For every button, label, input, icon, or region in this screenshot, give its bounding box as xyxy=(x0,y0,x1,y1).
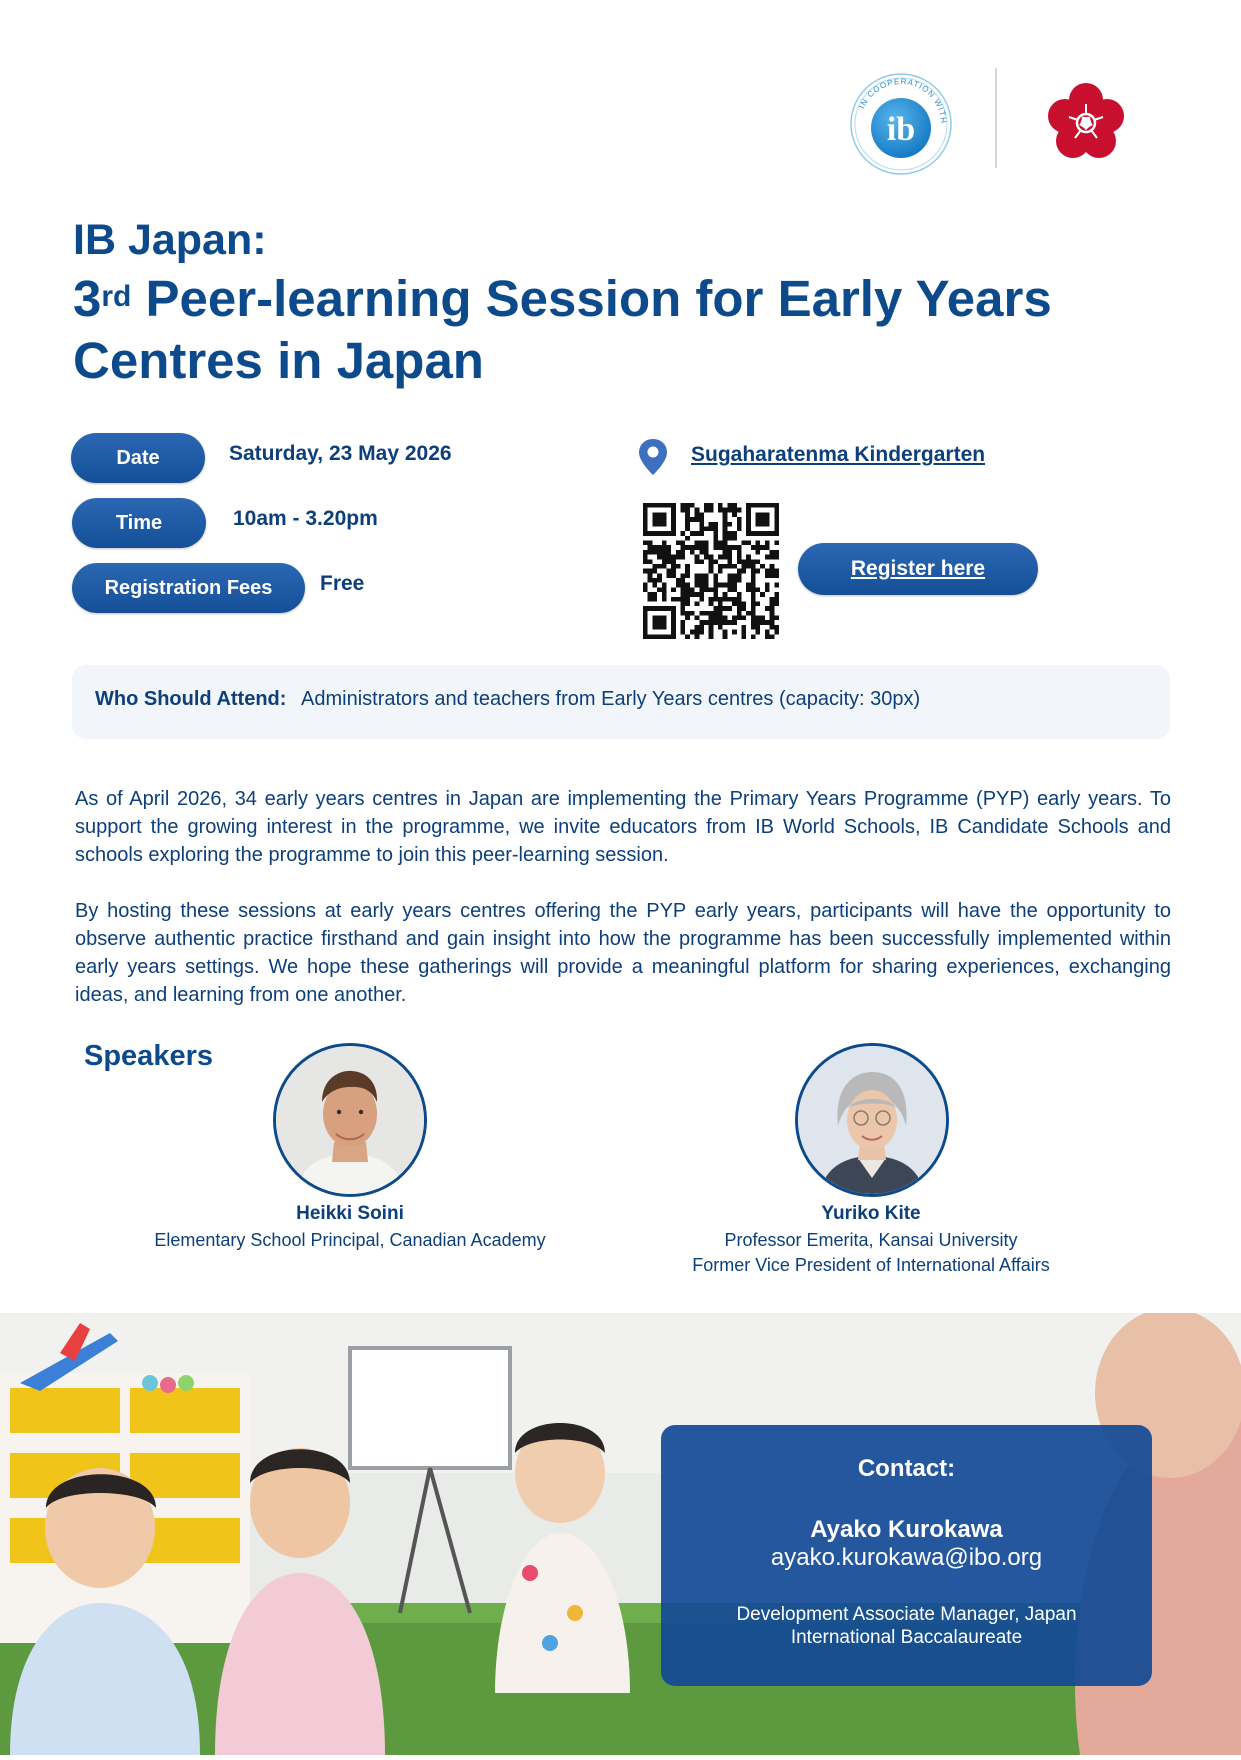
fees-value: Free xyxy=(320,572,365,595)
speaker-1-role: Elementary School Principal, Canadian Academy xyxy=(154,1230,546,1250)
time-pill: Time xyxy=(72,498,206,548)
qr-code[interactable] xyxy=(643,503,779,639)
contact-title: Contact: xyxy=(857,1455,956,1482)
speakers-heading: Speakers xyxy=(84,1040,213,1072)
title-line-2-rest: Peer-learning Session for Early Years xyxy=(131,270,1052,327)
speaker-2-role-2: Former Vice President of International Affairs xyxy=(692,1255,1050,1275)
title-ordinal: 3 xyxy=(73,270,102,327)
title-line-2 xyxy=(73,268,1193,330)
speaker-1-avatar xyxy=(273,1043,427,1197)
contact-role-line-2: International Baccalaureate xyxy=(790,1627,1023,1648)
venue-link[interactable]: Sugaharatenma Kindergarten xyxy=(691,443,986,466)
contact-box xyxy=(661,1425,1152,1686)
speaker-2-name: Yuriko Kite xyxy=(821,1203,921,1224)
date-pill: Date xyxy=(71,433,205,483)
speaker-1-name: Heikki Soini xyxy=(296,1203,404,1224)
speaker-2-role-1: Professor Emerita, Kansai University xyxy=(724,1230,1018,1250)
title-ordinal-suffix: rd xyxy=(101,280,132,313)
attend-label: Who Should Attend: xyxy=(95,688,287,710)
fees-pill: Registration Fees xyxy=(72,563,305,613)
contact-email[interactable]: ayako.kurokawa@ibo.org xyxy=(770,1544,1043,1571)
logo-divider xyxy=(995,68,997,168)
ib-mark: ib xyxy=(886,111,916,148)
time-value: 10am - 3.20pm xyxy=(233,507,378,530)
title-line-1: IB Japan: xyxy=(73,216,267,264)
page-title xyxy=(73,212,1193,392)
ib-logo xyxy=(849,72,953,176)
register-button[interactable]: Register here xyxy=(798,543,1038,595)
title-line-3: Centres in Japan xyxy=(73,332,484,389)
ib-ring-text: IN COOPERATION WITH xyxy=(857,76,949,125)
date-value: Saturday, 23 May 2026 xyxy=(229,442,452,465)
detail-paragraph: By hosting these sessions at early years centres offering the PYP early years, participants will have the opportunity to observe authentic practice firsthand and gain insight into how the programme has been successfully implemented within early years settings. We hope these gatherings will provide a meaningful platform for sharing experiences, exchanging ideas, and learning from one another. xyxy=(75,900,1171,1006)
intro-paragraph: As of April 2026, 34 early years centres in Japan are implementing the Primary Years Programme (PYP) early years. To support the growing interest in the programme, we invite educators from IB World Schools, IB Candidate Schools and schools exploring the programme to join this peer-learning session. xyxy=(75,788,1171,866)
attend-text: Administrators and teachers from Early Years centres (capacity: 30px) xyxy=(301,688,921,710)
contact-role-line-1: Development Associate Manager, Japan xyxy=(736,1604,1077,1625)
location-pin-icon xyxy=(637,438,669,476)
plum-blossom-logo xyxy=(1042,78,1130,166)
contact-role xyxy=(661,1603,1152,1649)
speaker-2-avatar xyxy=(795,1043,949,1197)
contact-name: Ayako Kurokawa xyxy=(810,1516,1003,1543)
